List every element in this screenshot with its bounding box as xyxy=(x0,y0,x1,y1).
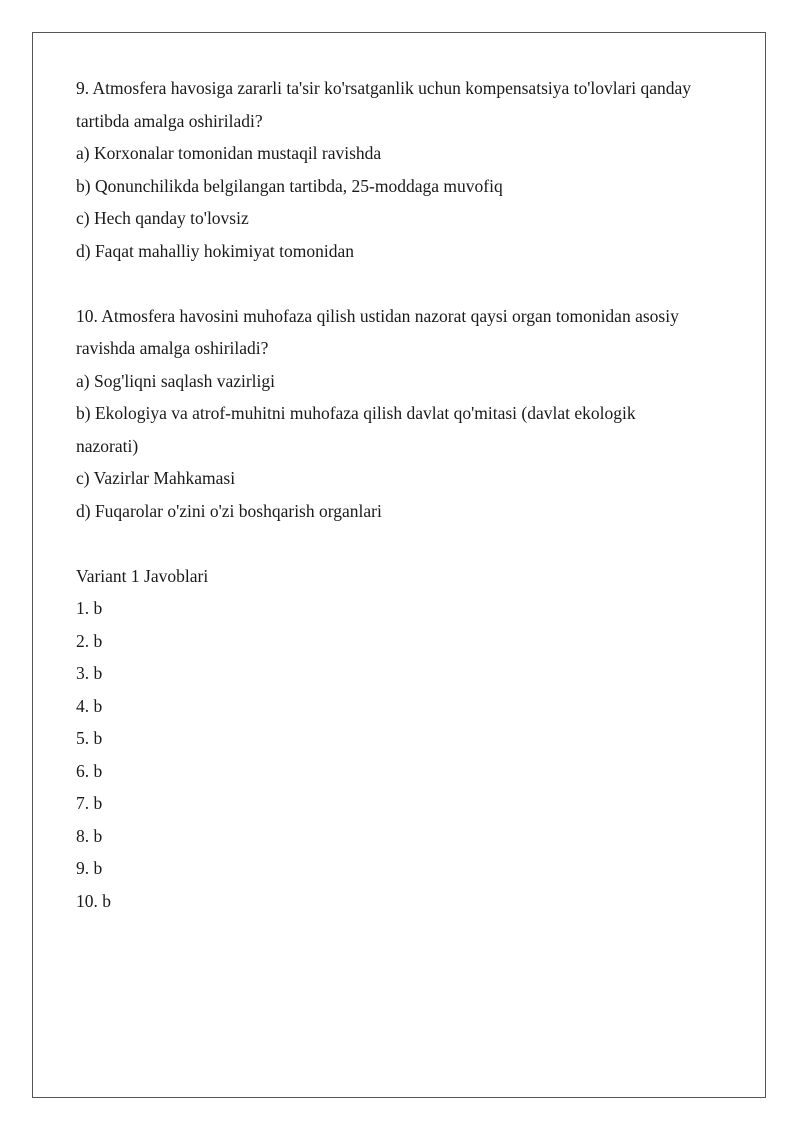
answer-item: 3. b xyxy=(76,663,103,683)
answer-item: 8. b xyxy=(76,825,103,846)
option-b-continued: nazorati) xyxy=(76,435,139,456)
answer-item: 4. b xyxy=(76,695,103,716)
question-text-line: tartibda amalga oshiriladi? xyxy=(76,110,263,131)
answer-item: 1. b xyxy=(76,598,103,618)
option-d: d) Fuqarolar o'zini o'zi boshqarish organlari xyxy=(76,500,382,521)
answer-item: 5. b xyxy=(76,728,103,748)
question-9 xyxy=(76,72,746,267)
answer-item: 10. b xyxy=(76,890,111,911)
answer-item: 2. b xyxy=(76,630,103,651)
option-a: a) Sog'liqni saqlash vazirligi xyxy=(76,370,276,391)
answer-key-title: Variant 1 Javoblari xyxy=(76,565,209,586)
option-a: a) Korxonalar tomonidan mustaqil ravishda xyxy=(76,143,382,163)
question-text-line: 9. Atmosfera havosiga zararli ta'sir ko'rsatganlik uchun kompensatsiya to'lovlari qanday xyxy=(76,78,691,98)
option-d: d) Faqat mahalliy hokimiyat tomonidan xyxy=(76,240,355,261)
option-b: b) Qonunchilikda belgilangan tartibda, 25-moddaga muvofiq xyxy=(76,175,503,196)
question-text-line: 10. Atmosfera havosini muhofaza qilish ustidan nazorat qaysi organ tomonidan asosiy xyxy=(76,305,679,326)
answer-key xyxy=(76,560,746,918)
document-content xyxy=(76,72,746,917)
question-text-line: ravishda amalga oshiriladi? xyxy=(76,338,269,358)
answer-item: 9. b xyxy=(76,858,103,878)
spacer xyxy=(76,527,746,560)
option-c: c) Hech qanday to'lovsiz xyxy=(76,208,249,228)
option-b: b) Ekologiya va atrof-muhitni muhofaza qilish davlat qo'mitasi (davlat ekologik xyxy=(76,403,636,423)
answer-item: 6. b xyxy=(76,760,103,781)
answer-item: 7. b xyxy=(76,793,103,813)
option-c: c) Vazirlar Mahkamasi xyxy=(76,468,236,488)
question-10 xyxy=(76,300,746,528)
spacer xyxy=(76,267,746,300)
